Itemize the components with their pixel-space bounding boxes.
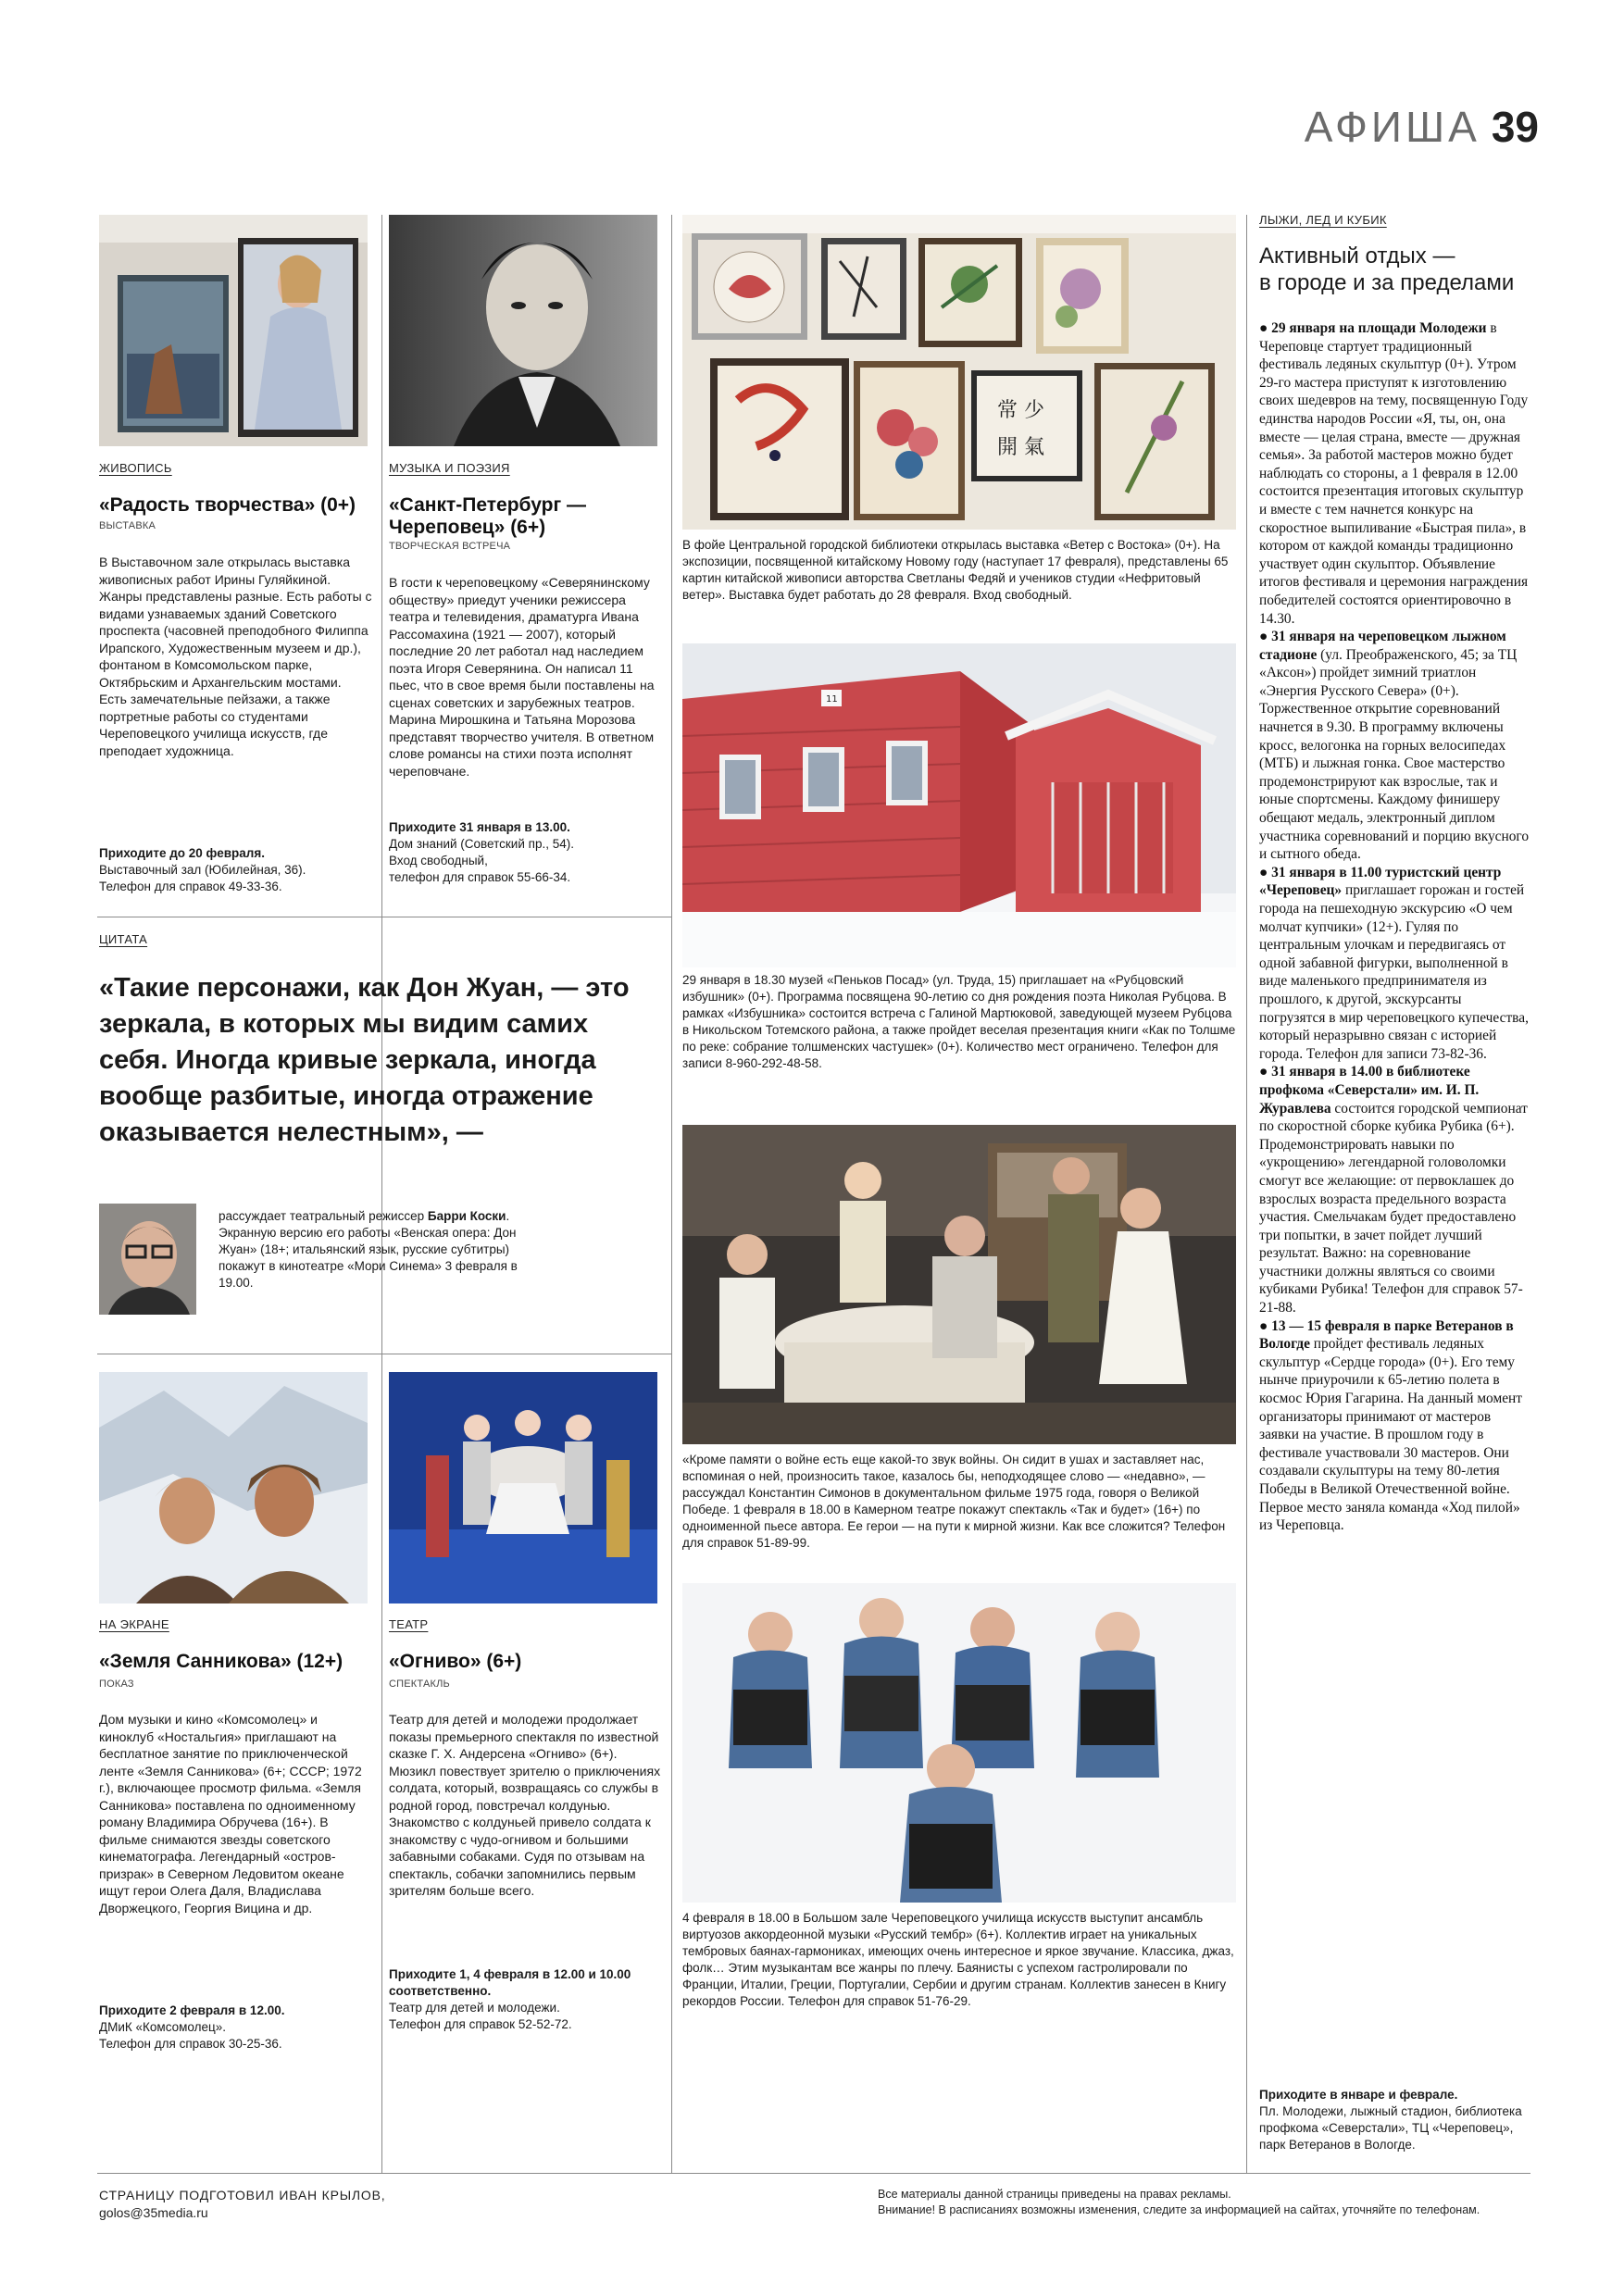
poetry-when: Приходите 31 января в 13.00. (389, 820, 570, 834)
sport-event-item: ● 31 января на череповецком лыжном стадионе (ул. Преображенского, 45; за ТЦ «Аксон») пройдет зимний триатлон «Энергия Русского Севера» (0+). Торжественное открытие соревнований начнется в 9.30. В программу включены кросс, велогонка на горных велосипедах (МТБ) и лыжная гонка. Свое мастерство продемонстрируют как взрослые, так и юные спортсмены. Каждому финишеру обещают медаль, электронный диплом участника соревнований и порцию вкусного и сытного обеда. (1259, 629, 1530, 863)
sport-event-text: приглашает горожан и гостей города на пешеходную экскурсию «О чем молчат купчики» (12+). Гуляя по центральным улочкам и передвигаясь от одной забавной фигурки, выполненной в виде маленького предпринимателя из прошлого, к другой, экскурсанты погрузятся в мир череповецкого купечества, который неразрывно связан с историей города. Телефон для записи 73-82-36. (1259, 882, 1529, 1062)
painting-rubric: ЖИВОПИСЬ (99, 461, 172, 475)
theatre-info (389, 1966, 662, 2033)
theatre-phone: Телефон для справок 52-52-72. (389, 2017, 572, 2031)
sport-headline (1259, 243, 1537, 296)
poetry-where: Дом знаний (Советский пр., 54). (389, 837, 574, 851)
theatre-rubric: ТЕАТР (389, 1617, 429, 1631)
sport-event-text: (ул. Преображенского, 45; за ТЦ «Аксон») пройдет зимний триатлон «Энергия Русского Севера» (0+). Торжественное открытие соревнований начнется в 9.30. В программу включены кросс, велогонка на горных велосипедах (МТБ) и лыжная гонка. Свое мастерство продемонстрируют как взрослые, так и юные спортсмены. Каждому финишеру обещают медаль, электронный диплом участника соревнований и порцию вкусного и сытного обеда. (1259, 646, 1530, 863)
schedule-warning: Внимание! В расписаниях возможны изменения, следите за информацией на сайтах, уточняйте по телефонам. (878, 2203, 1480, 2216)
sport-where: Пл. Молодежи, лыжный стадион, библиотека профкома «Северстали», ТЦ «Череповец», парк Ветеранов в Вологде. (1259, 2104, 1522, 2152)
footer-disclaimer (878, 2187, 1531, 2218)
director-portrait-photo (99, 1204, 196, 1315)
quote-author: Барри Коски (427, 1209, 506, 1223)
svg-text:常 少: 常 少 (997, 399, 1044, 422)
sport-event-text: состоится городской чемпионат по скоростной сборке кубика Рубика (6+). Продемонстрировать навыки по «укрощению» легендарной головоломки смогут все желающие: от первоклашек до взрослых возраста предельного возраста участия. Смельчакам будет предоставлено три попытки, в зачет пойдет лучший результат. Важно: на соревнование участники должны являться со своими кубиками Рубика! Телефон для справок 57-21-88. (1259, 1100, 1528, 1316)
sport-rubric: ЛЫЖИ, ЛЕД И КУБИК (1259, 213, 1387, 227)
page-masthead (1305, 102, 1539, 157)
painting-body: В Выставочном зале открылась выставка живописных работ Ирины Гуляйкиной. Жанры представлены разные. Есть работы с видами узнаваемых зданий Советского проспекта (часовней преподобного Филиппа Ирапского, Художественным музеем и др.), фонтаном в Комсомольском парке, Октябрьским и Архангельским мостами. Есть замечательные пейзажи, а также портретные работы со студентами Череповецкого училища искусств, где преподает художница. (99, 555, 372, 758)
page-editor: СТРАНИЦУ ПОДГОТОВИЛ ИВАН КРЫЛОВ, (99, 2188, 386, 2202)
column-rule (671, 215, 672, 2173)
sport-headline-line1: Активный отдых — (1259, 243, 1455, 268)
theatre-body: Театр для детей и молодежи продолжает показы премьерного спектакля по известной сказке Г. Х. Андерсена «Огниво» (6+). Мюзикл повествует зрителю о приключениях солдата, который, возвращаясь со службы в родной город, повстречал колдунью. Знакомство с колдуньей привело солдата к знакомству с чудо-огнивом и большими забавными собаками. Судя по отзывам на спектакль, собачки запомнились первым зрителям больше всего. (389, 1712, 661, 1898)
painting-info (99, 845, 372, 895)
sport-when: Приходите в январе и феврале. (1259, 2088, 1458, 2102)
poetry-genre: ТВОРЧЕСКАЯ ВСТРЕЧА (389, 541, 511, 552)
page-number: 39 (1491, 103, 1539, 151)
screen-body: Дом музыки и кино «Комсомолец» и киноклуб «Ностальгия» приглашают на бесплатное занятие по приключенческой ленте «Земля Санникова» (6+; СССР; 1972 г.), включающее просмотр фильма. «Земля Санникова» поставлена по одноименному роману Владимира Обручева (16+). В фильме снимаются звезды советского кинематографа. Легендарный «остров-призрак» в Северном Ледовитом океане ищут герои Олега Даля, Владислава Дворжецкого, Георгия Вицина и др. (99, 1712, 362, 1915)
poetry-rubric: МУЗЫКА И ПОЭЗИЯ (389, 461, 510, 475)
poet-portrait-photo (389, 215, 657, 446)
column-rule (381, 1354, 382, 2173)
sport-event-text: в Череповце стартует традиционный фестиваль ледяных скульптур (0+). Утром 29-го мастера приступят к изготовлению своих шедевров на тему, посвященную Году единства народов России «Я, ты, он, она вместе — целая страна, вместе — дружная семья». За работой мастеров можно будет наблюдать со стороны, а 1 февраля в 12.00 состоится презентация итоговых скульптур и вместе с тем начнется конкурс на скоростное выпиливание «Быстрая пила», в котором от каждой команды традиционно участвует один скульптор. Объявление итогов фестиваля и церемония награждения победителей состоятся ориентировочно в 14.30. (1259, 320, 1529, 627)
sport-headline-line2: в городе и за пределами (1259, 270, 1515, 295)
chinese-paintings-photo (682, 215, 1236, 530)
penkov-posad-house-photo (682, 643, 1236, 967)
theatre-headline: «Огниво» (6+) (389, 1651, 522, 1672)
screen-headline: «Земля Санникова» (12+) (99, 1651, 344, 1672)
theatre-when: Приходите 1, 4 февраля в 12.00 и 10.00 соответственно. (389, 1967, 631, 1998)
sport-event-lead: 31 января на череповецком лыжном стадионе (1259, 629, 1506, 663)
quote-rubric: ЦИТАТА (99, 932, 148, 946)
ognivo-stage-photo (389, 1372, 657, 1603)
sport-event-lead: 29 января на площади Молодежи (1271, 320, 1487, 336)
sport-event-lead: 31 января в 14.00 в библиотеке профкома «Северстали» им. И. П. Журавлева (1259, 1064, 1480, 1117)
theatre-genre: СПЕКТАКЛЬ (389, 1678, 450, 1690)
library-caption: В фойе Центральной городской библиотеки открылась выставка «Ветер с Востока» (0+). На экспозиции, посвященной китайскому Новому году (наступает 17 февраля), представлены 65 картин китайской живописи авторства Светланы Федяй и учеников студии «Нефритовый ветер». Выставка будет работать до 28 февраля. Вход свободный. (682, 538, 1229, 602)
ad-disclaimer: Все материалы данной страницы приведены на правах рекламы. (878, 2188, 1231, 2201)
poetry-body: В гости к череповецкому «Северянинскому обществу» приедут ученики режиссера театра и телевидения, драматурга Ивана Рассомахина (1921 — 2007), который последние 20 лет работал над наследием поэта Игоря Северянина. Он написал 11 пьес, что в свое время были поставлены на сценах советских и зарубежных театров. Марина Мирошкина и Татьяна Морозова представят творчество учителя. В ответном слове романсы на стихи поэта исполнят череповчане. (389, 575, 655, 779)
footer-rule (97, 2173, 1530, 2174)
sport-event-lead: 31 января в 11.00 туристский центр «Череповец» (1259, 864, 1502, 899)
screen-where: ДМиК «Комсомолец». (99, 2020, 226, 2034)
footer-credits (99, 2187, 385, 2222)
quote-attribution (219, 1208, 533, 1292)
section-title: АФИША (1304, 103, 1480, 151)
sport-event-text: пройдет фестиваль ледяных скульптур «Сердце города» (0+). Его тему нынче приурочили к 65-летию полета в космос Юрия Гагарина. На данный момент организаторы принимают от мастеров заявки на участие. В прошлом году в фестивале участвовали 30 мастеров. Они создавали скульптуры на тему 80-летия Победы в Великой Отечественной войне. Первое место заняла команда «Ход пилой» из Череповца. (1259, 1336, 1522, 1534)
museum-caption: 29 января в 18.30 музей «Пеньков Посад» (ул. Труда, 15) приглашает на «Рубцовский избушник» (0+). Программа посвящена 90-летию со дня рождения поэта Николая Рубцова. В рамках «Избушника» состоится встреча с Галиной Мартюковой, заведующей музеем Рубцова в Никольском Тотемского района, а также пройдет веселая презентация книги «Как по Толшме по реке: собрание толшменских частушек» (0+). Количество мест ограничено. Телефон для записи 8-960-292-48-58. (682, 973, 1236, 1070)
sport-event-item: ● 29 января на площади Молодежи в Череповце стартует традиционный фестиваль ледяных скульптур (0+). Утром 29-го мастера приступят к изготовлению своих шедевров на тему, посвященную Году единства народов России «Я, ты, он, она вместе — целая страна, вместе — дружная семья». За работой мастеров можно будет наблюдать со стороны, а 1 февраля в 12.00 состоится презентация итоговых скульптур и вместе с тем начнется конкурс на скоростное выпиливание «Быстрая пила», в котором от каждой команды традиционно участвует один скульптор. Объявление итогов фестиваля и церемония награждения победителей состоятся ориентировочно в 14.30. (1259, 320, 1529, 627)
russian-timbre-ensemble-photo (682, 1583, 1236, 1903)
editor-email-link[interactable]: golos@35media.ru (99, 2205, 208, 2220)
poetry-headline: «Санкт-Петербург — Череповец» (6+) (389, 494, 587, 538)
sport-info (1259, 2087, 1530, 2153)
screen-when: Приходите 2 февраля в 12.00. (99, 2003, 285, 2017)
column-rule (381, 215, 382, 1372)
theatre-where: Театр для детей и молодежи. (389, 2001, 560, 2015)
poetry-phone: телефон для справок 55-66-34. (389, 870, 571, 884)
painting-photo (99, 215, 368, 446)
quote-attribution-pre: рассуждает театральный режиссер (219, 1209, 425, 1223)
ensemble-caption: 4 февраля в 18.00 в Большом зале Череповецкого училища искусств выступит ансамбль виртуозов аккордеонной музыки «Русский тембр» (6+). Коллектив играет на уникальных тембровых баянах-гармониках, имеющих очень интересное и яркое звучание. Классика, джаз, фолк… Этим музыкантам все жанры по плечу. Баянисты с успехом гастролировали по Франции, Италии, Греции, Португалии, Сербии и другим странам. Коллектив занесен в Книгу рекордов России. Телефон для справок 51-76-29. (682, 1911, 1234, 2008)
column-rule (1246, 215, 1247, 2173)
painting-phone: Телефон для справок 49-33-36. (99, 880, 282, 893)
sport-event-list (1259, 319, 1530, 1535)
sport-event-lead: 13 — 15 февраля в парке Ветеранов в Вологде (1259, 1317, 1514, 1353)
screen-phone: Телефон для справок 30-25-36. (99, 2037, 282, 2051)
sport-event-item: ● 31 января в 14.00 в библиотеке профкома «Северстали» им. И. П. Журавлева состоится городской чемпионат по скоростной сборке кубика Рубика (6+). Продемонстрировать навыки по «укрощению» легендарной головоломки смогут все желающие: от первоклашек до взрослых возраста предельного возраста участия. Смельчакам будет предоставлено три попытки, в зачет пойдет лучший результат. Важно: на соревнование участники должны являться со своими кубиками Рубика! Телефон для справок 57-21-88. (1259, 1064, 1528, 1316)
painting-genre: ВЫСТАВКА (99, 520, 156, 531)
sport-event-item: ● 31 января в 11.00 туристский центр «Череповец» приглашает горожан и гостей города на пешеходную экскурсию «О чем молчат купчики» (12+). Гуляя по центральным улочкам и передвигаясь от одной забавной фигурки, выполненной в виде маленького предпринимателя из прошлого, к другой, экскурсанты погрузятся в мир череповецкого купечества, который неразрывно связан с историей города. Телефон для записи 73-82-36. (1259, 864, 1529, 1062)
quote-attribution-post: . Экранную версию его работы «Венская опера: Дон Жуан» (18+; итальянский язык, русские субтитры) покажут в кинотеатре «Мори Синема» 3 февраля в 19.00. (219, 1209, 518, 1290)
painting-when: Приходите до 20 февраля. (99, 846, 265, 860)
poetry-info (389, 819, 662, 886)
screen-genre: ПОКАЗ (99, 1678, 134, 1690)
quote-text: «Такие персонажи, как Дон Жуан, — это зеркала, в которых мы видим самих себя. Иногда кривые зеркала, иногда вообще разбитые, иногда отражение оказывается нелестным», — (99, 973, 630, 1147)
tak-i-budet-play-photo (682, 1125, 1236, 1444)
play-caption: «Кроме памяти о войне есть еще какой-то звук войны. Он сидит в ушах и заставляет нас, вспоминая о ней, произносить такое, казалось бы, неподходящее слово — «недавно», — рассуждал Константин Симонов в документальном фильме 1975 года, говоря о Великой Победе. 1 февраля в 18.00 в Камерном театре покажут спектакль «Так и будет» (16+) по одноименной пьесе автора. Ее герои — на пути к мирной жизни. Как все сложится? Телефон для справок 51-89-99. (682, 1453, 1226, 1550)
screen-info (99, 2003, 372, 2053)
screen-rubric: НА ЭКРАНЕ (99, 1617, 169, 1631)
film-still-photo (99, 1372, 368, 1603)
house-number-sign: 11 (826, 694, 838, 705)
painting-headline: «Радость творчества» (0+) (99, 494, 356, 516)
svg-text:開 氣: 開 氣 (997, 436, 1044, 459)
poetry-entry: Вход свободный, (389, 854, 488, 867)
painting-where: Выставочный зал (Юбилейная, 36). (99, 863, 306, 877)
sport-event-item: ● 13 — 15 февраля в парке Ветеранов в Вологде пройдет фестиваль ледяных скульптур «Сердце города» (0+). Его тему нынче приурочили к 65-летию полета в космос Юрия Гагарина. На данный момент организаторы принимают от мастеров заявки на участие. В прошлом году в фестивале участвовали 30 мастеров. Они создавали скульптуры на тему 80-летия Победы в Великой Отечественной войне. Первое место заняла команда «Ход пилой» из Череповца. (1259, 1317, 1522, 1534)
